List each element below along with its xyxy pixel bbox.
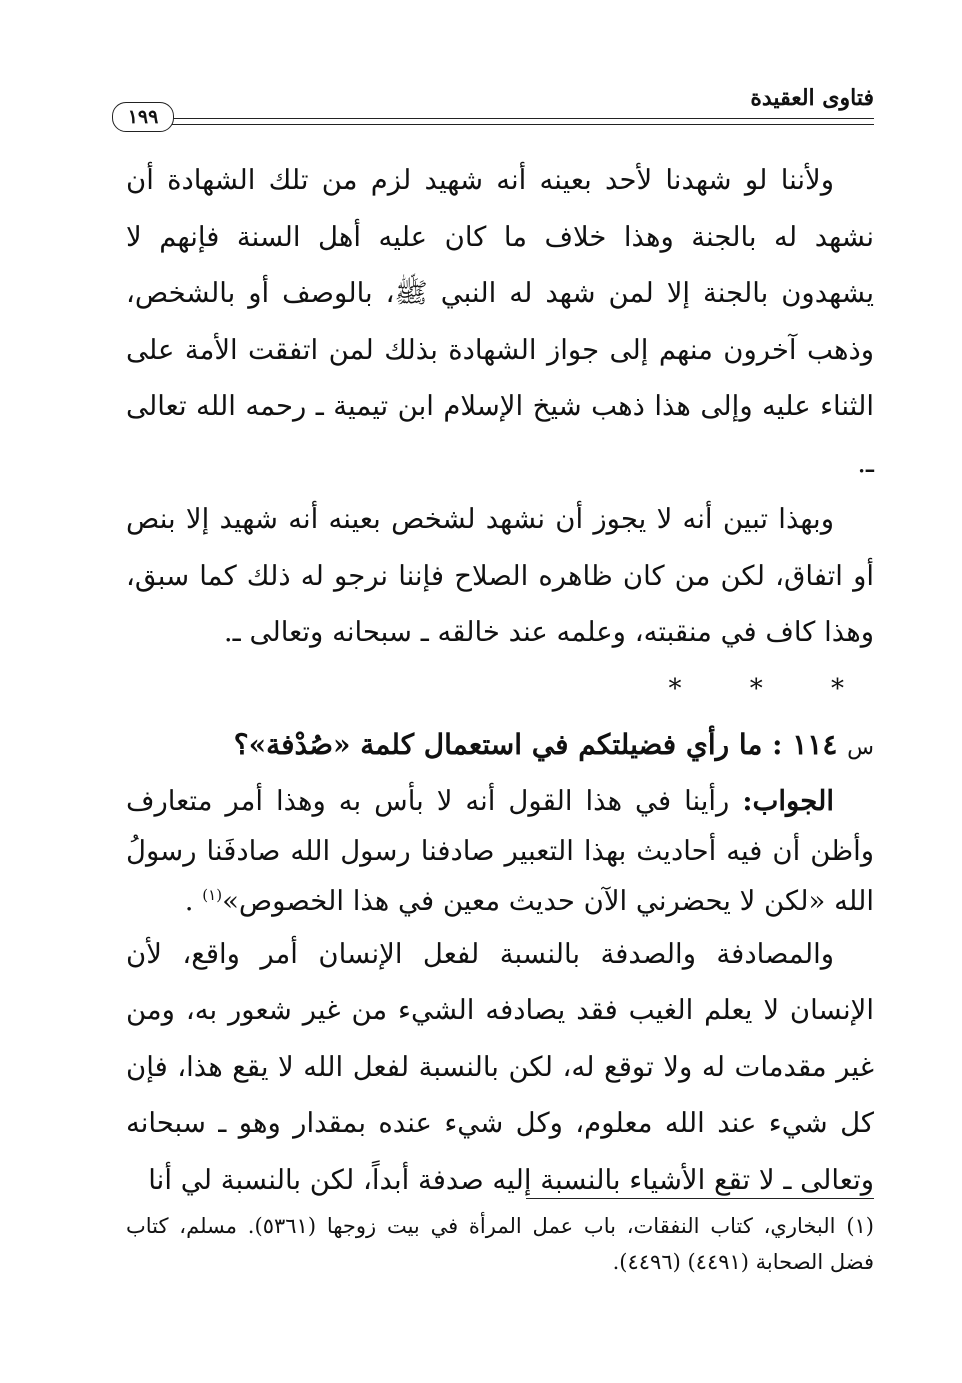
paragraph: ولأننا لو شهدنا لأحد بعينه أنه شهيد لزم من تلك الشهادة أن نشهد له بالجنة وهذا خلاف ما كان عليه أهل السنة فإنهم لا يشهدون بالجنة إلا لمن شهد له النبي ﷺ، بالوصف أو بالشخص، وذهب آخرون منهم إلى جواز الشهادة بذلك لمن اتفقت الأمة على الثناء عليه وإلى هذا ذهب شيخ الإسلام ابن تيمية ـ رحمه الله تعالى ـ. <box>126 164 874 479</box>
paragraph: وبهذا تبين أنه لا يجوز أن نشهد لشخص بعينه أنه شهيد إلا بنص أو اتفاق، لكن من كان ظاهره الصلاح فإننا نرجو له ذلك كما سبق، وهذا كاف في منقبته، وعلمه عند خالقه ـ سبحانه وتعالى ـ. <box>126 503 874 648</box>
answer-text: رأينا في هذا القول أنه لا بأس به وهذا أمر متعارف وأظن أن فيه أحاديث بهذا التعبير صادفنا رسول الله صادفَنا رسولُ الله «لكن لا يحضرني الآن حديث معين في هذا الخصوص» <box>126 784 874 917</box>
answer-label: الجواب: <box>742 784 834 817</box>
footnote: (١) البخاري، كتاب النفقات، باب عمل المرأة في بيت زوجها (٥٣٦١). مسلم، كتاب فضل الصحابة (٤٤٩١) (٤٤٩٦). <box>126 1214 874 1274</box>
question-heading <box>126 717 874 776</box>
answer-end: . <box>184 884 203 917</box>
footnote-rule <box>526 1198 874 1199</box>
running-title: فتاوى العقيدة <box>750 85 874 111</box>
question-text: ١١٤ : ما رأي فضيلتكم في استعمال كلمة «صُدْفة»؟ <box>233 727 838 761</box>
main-text <box>126 152 874 1208</box>
answer-paragraph <box>126 776 874 926</box>
page-number: ١٩٩ <box>112 102 174 132</box>
header-rule-secondary <box>165 124 874 125</box>
footnote-reference: (١) <box>202 885 223 904</box>
section-separator: * * * <box>668 673 874 704</box>
header-rule <box>165 118 874 119</box>
question-marker: س <box>847 734 874 760</box>
paragraph: والمصادفة والصدفة بالنسبة لفعل الإنسان أمر واقع، لأن الإنسان لا يعلم الغيب فقد يصادفه الشيء من غير شعور به، ومن غير مقدمات له ولا توقع له، لكن بالنسبة لفعل الله لا يقع هذا، فإن كل شيء عند الله معلوم، وكل شيء عنده بمقدار وهو ـ سبحانه وتعالى ـ لا تقع الأشياء بالنسبة إليه صدفة أبداً، لكن بالنسبة لي أنا <box>126 937 874 1196</box>
